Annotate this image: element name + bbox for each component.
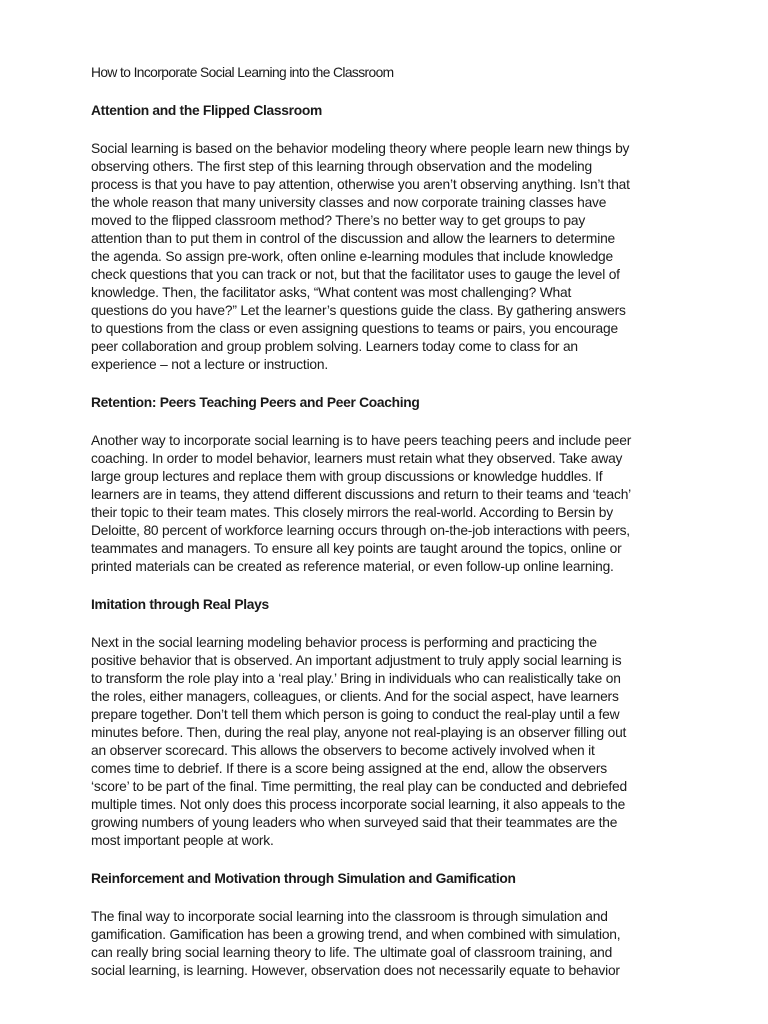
paragraph-line: ‘score’ to be part of the final. Time permitting, the real play can be conducted and debriefed	[91, 779, 627, 794]
document-page	[91, 64, 691, 1000]
paragraph-line: attention than to put them in control of the discussion and allow the learners to determine	[91, 231, 616, 246]
paragraph	[91, 432, 691, 576]
paragraph-line: coaching. In order to model behavior, learners must retain what they observed. Take away	[91, 451, 623, 466]
paragraph-line: Deloitte, 80 percent of workforce learning occurs through on-the-job interactions with peers,	[91, 523, 630, 538]
paragraph-line: the agenda. So assign pre-work, often online e-learning modules that include knowledge	[91, 249, 613, 264]
paragraph-line: their topic to their team mates. This closely mirrors the real-world. According to Bersin by	[91, 505, 613, 520]
paragraph-line: minutes before. Then, during the real play, anyone not real-playing is an observer filling out	[91, 725, 627, 740]
paragraph-line: peer collaboration and group problem solving. Learners today come to class for an	[91, 339, 578, 354]
section-attention	[91, 102, 691, 374]
paragraph-line: experience – not a lecture or instruction.	[91, 357, 329, 372]
paragraph-line: large group lectures and replace them with group discussions or knowledge huddles. If	[91, 469, 603, 484]
paragraph-line: an observer scorecard. This allows the observers to become actively involved when it	[91, 743, 595, 758]
paragraph-line: to transform the role play into a ‘real play.’ Bring in individuals who can realistically take on	[91, 671, 621, 686]
paragraph-line: Next in the social learning modeling behavior process is performing and practicing the	[91, 635, 597, 650]
paragraph-line: knowledge. Then, the facilitator asks, “What content was most challenging? What	[91, 285, 572, 300]
document-title: How to Incorporate Social Learning into the Classroom	[91, 65, 394, 80]
paragraph-line: the roles, either managers, colleagues, or clients. And for the social aspect, have learners	[91, 689, 619, 704]
paragraph-line: learners are in teams, they attend different discussions and return to their teams and ‘teach’	[91, 487, 632, 502]
section-retention	[91, 394, 691, 576]
paragraph	[91, 140, 691, 374]
paragraph-line: teammates and managers. To ensure all key points are taught around the topics, online or	[91, 541, 622, 556]
paragraph-line: observing others. The first step of this learning through observation and the modeling	[91, 159, 593, 174]
paragraph-line: The final way to incorporate social learning into the classroom is through simulation and	[91, 909, 608, 924]
paragraph-line: can really bring social learning theory to life. The ultimate goal of classroom training, and	[91, 945, 613, 960]
paragraph-line: social learning, is learning. However, observation does not necessarily equate to behavior	[91, 963, 620, 978]
section-imitation	[91, 596, 691, 850]
paragraph-line: moved to the flipped classroom method? There’s no better way to get groups to pay	[91, 213, 586, 228]
section-heading: Imitation through Real Plays	[91, 597, 269, 612]
paragraph-line: positive behavior that is observed. An important adjustment to truly apply social learning is	[91, 653, 622, 668]
paragraph-line: printed materials can be created as reference material, or even follow-up online learning.	[91, 559, 614, 574]
section-heading: Retention: Peers Teaching Peers and Peer Coaching	[91, 395, 420, 410]
paragraph-line: check questions that you can track or not, but that the facilitator uses to gauge the level of	[91, 267, 620, 282]
section-heading: Attention and the Flipped Classroom	[91, 103, 322, 118]
paragraph-line: process is that you have to pay attention, otherwise you aren’t observing anything. Isn’t that	[91, 177, 630, 192]
paragraph-line: Social learning is based on the behavior modeling theory where people learn new things by	[91, 141, 630, 156]
paragraph-line: Another way to incorporate social learning is to have peers teaching peers and include peer	[91, 433, 632, 448]
paragraph-line: the whole reason that many university classes and now corporate training classes have	[91, 195, 607, 210]
paragraph-line: questions do you have?” Let the learner’s questions guide the class. By gathering answers	[91, 303, 626, 318]
paragraph-line: comes time to debrief. If there is a score being assigned at the end, allow the observers	[91, 761, 607, 776]
paragraph-line: gamification. Gamification has been a growing trend, and when combined with simulation,	[91, 927, 621, 942]
paragraph	[91, 908, 691, 980]
paragraph-line: prepare together. Don’t tell them which person is going to conduct the real-play until a few	[91, 707, 620, 722]
paragraph-line: to questions from the class or even assigning questions to teams or pairs, you encourage	[91, 321, 618, 336]
paragraph-line: multiple times. Not only does this process incorporate social learning, it also appeals to the	[91, 797, 626, 812]
section-reinforcement	[91, 870, 691, 980]
paragraph-line: growing numbers of young leaders who when surveyed said that their teammates are the	[91, 815, 618, 830]
section-heading: Reinforcement and Motivation through Simulation and Gamification	[91, 871, 516, 886]
paragraph-line: most important people at work.	[91, 833, 274, 848]
paragraph	[91, 634, 691, 850]
